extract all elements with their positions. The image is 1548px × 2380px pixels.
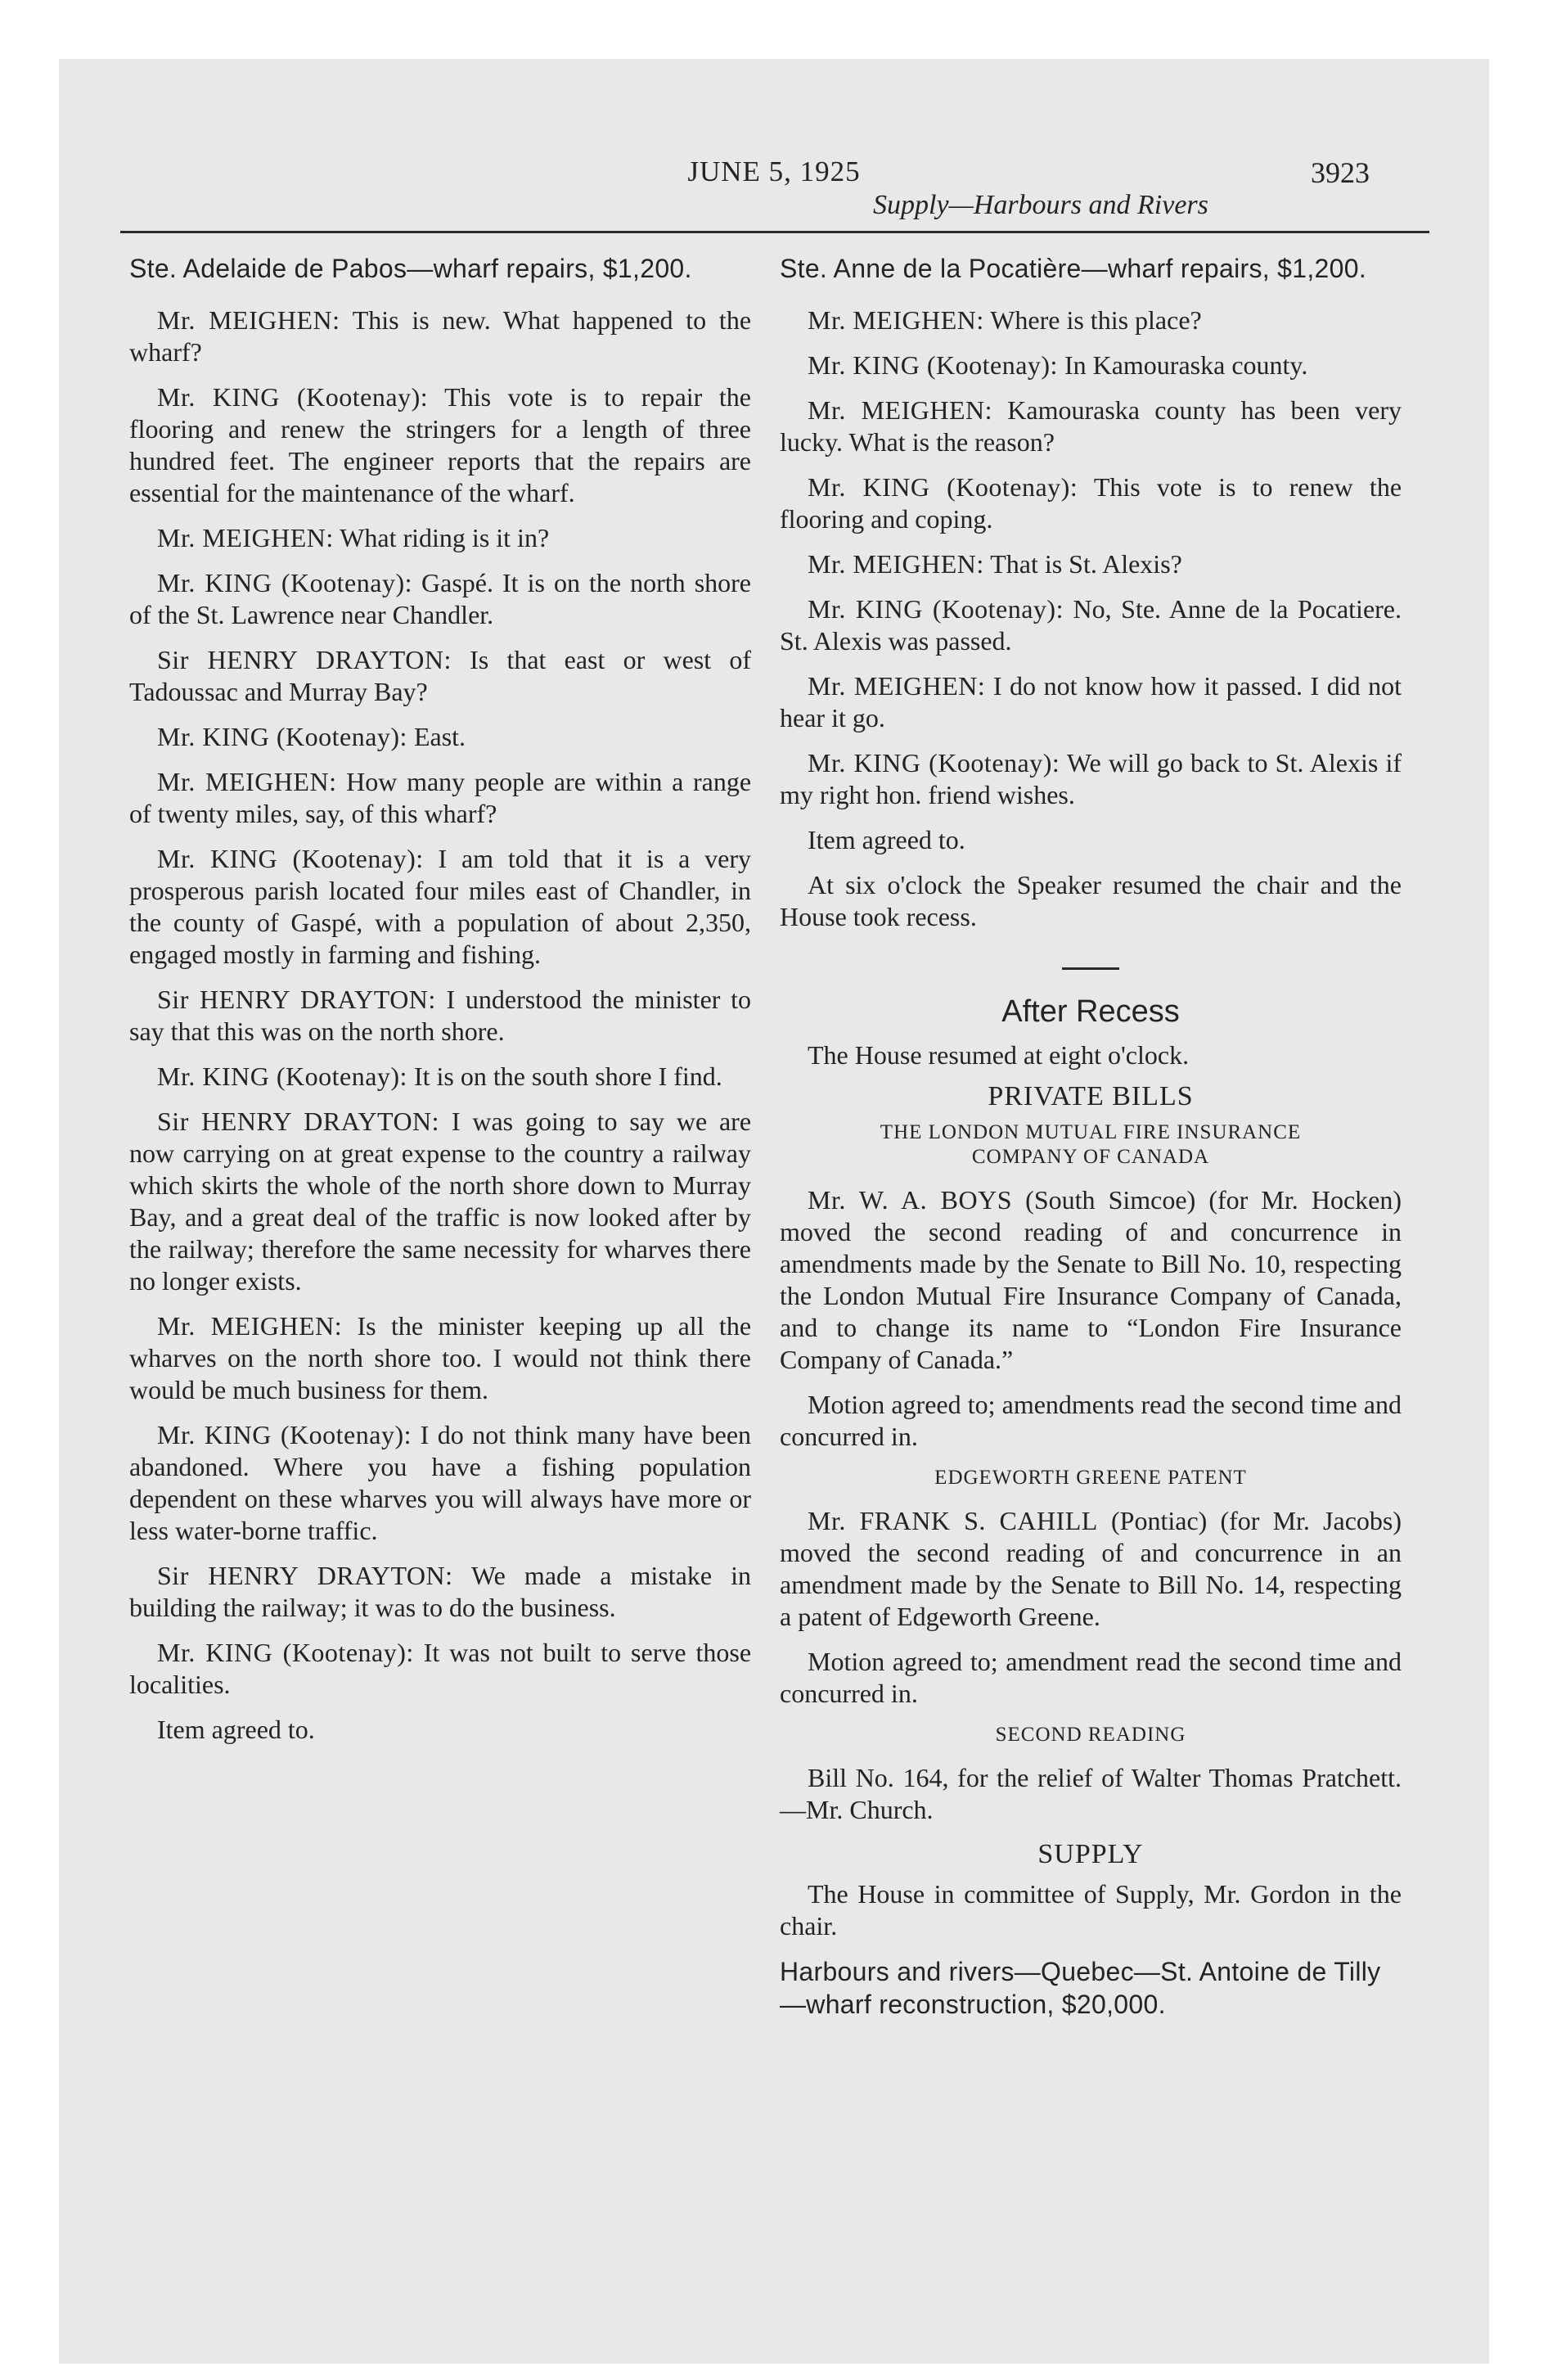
london-bill-heading-line2: COMPANY OF CANADA bbox=[971, 1146, 1210, 1168]
paragraph bbox=[780, 1505, 1402, 1633]
paragraph bbox=[780, 747, 1402, 811]
paragraph-text: Motion agreed to; amendments read the second time and concurred in. bbox=[780, 1390, 1402, 1451]
paragraph bbox=[129, 1419, 751, 1547]
paragraph-text: I do not think many have been abandoned. Where you have a fishing population dependent on these wharves you will always have more or less water-borne traffic. bbox=[129, 1420, 752, 1545]
paragraph-text: East. bbox=[413, 722, 466, 751]
paragraph bbox=[129, 984, 751, 1048]
speaker-name: Mr. MEIGHEN: bbox=[808, 395, 993, 425]
edgeworth-paragraphs bbox=[780, 1505, 1402, 1710]
speaker-name: Mr. MEIGHEN: bbox=[157, 523, 334, 552]
page-header bbox=[59, 59, 1489, 239]
paragraph-text: (Pontiac) (for Mr. Jacobs) moved the second reading of and concurrence in an amendment made by the Senate to Bill No. 14, respecting a patent of Edgeworth Greene. bbox=[780, 1506, 1402, 1631]
paragraph bbox=[129, 843, 751, 971]
paragraph-text: Motion agreed to; amendment read the second time and concurred in. bbox=[780, 1647, 1402, 1708]
speaker-name: Mr. KING (Kootenay): bbox=[157, 568, 412, 597]
speaker-name: Mr. W. A. BOYS bbox=[808, 1185, 1013, 1215]
paragraph-text: This vote is to repair the flooring and renew the stringers for a length of three hundred feet. The engineer reports that the repairs are essential for the maintenance of the wharf. bbox=[129, 382, 752, 507]
paragraph bbox=[780, 1878, 1402, 1942]
paragraph-text: Item agreed to. bbox=[157, 1715, 315, 1744]
speaker-name: Mr. KING (Kootenay): bbox=[157, 722, 407, 751]
recess-text: The House resumed at eight o'clock. bbox=[808, 1040, 1190, 1070]
paragraph bbox=[129, 644, 751, 708]
speaker-name: Mr. MEIGHEN: bbox=[808, 671, 986, 701]
right-column bbox=[780, 252, 1402, 2021]
supply-heading: SUPPLY bbox=[1037, 1839, 1144, 1869]
speaker-name: Sir HENRY DRAYTON: bbox=[157, 1107, 440, 1136]
header-date: JUNE 5, 1925 bbox=[687, 156, 861, 187]
london-bill-heading-line1: THE LONDON MUTUAL FIRE INSURANCE bbox=[880, 1121, 1302, 1143]
left-paragraphs bbox=[129, 304, 751, 1746]
paragraph-text: We will go back to St. Alexis if my right hon. friend wishes. bbox=[780, 748, 1402, 809]
speaker-name: Sir HENRY DRAYTON: bbox=[157, 985, 436, 1014]
paragraph bbox=[129, 381, 751, 509]
speaker-name: Mr. KING (Kootenay): bbox=[157, 1420, 412, 1449]
speaker-name: Mr. KING (Kootenay): bbox=[157, 1062, 407, 1091]
left-column bbox=[129, 252, 751, 1759]
right-paragraphs bbox=[780, 304, 1402, 933]
second-reading-paragraphs bbox=[780, 1762, 1402, 1826]
london-paragraphs bbox=[780, 1184, 1402, 1453]
speaker-name: Mr. KING (Kootenay): bbox=[157, 844, 424, 873]
paragraph bbox=[129, 1106, 751, 1297]
paragraph-text: The House in committee of Supply, Mr. Gordon in the chair. bbox=[780, 1879, 1402, 1941]
speaker-name: Mr. MEIGHEN: bbox=[808, 549, 984, 579]
speaker-name: Mr. KING (Kootenay): bbox=[808, 350, 1058, 380]
paragraph bbox=[780, 1184, 1402, 1376]
paragraph-text: This vote is to renew the flooring and coping. bbox=[780, 472, 1402, 534]
paragraph bbox=[780, 869, 1402, 933]
paragraph-text: I understood the minister to say that this was on the north shore. bbox=[129, 985, 752, 1046]
paragraph-text: Is that east or west of Tadoussac and Murray Bay? bbox=[129, 645, 752, 706]
paragraph bbox=[780, 548, 1402, 580]
paragraph bbox=[129, 1061, 751, 1093]
speaker-name: Mr. MEIGHEN: bbox=[157, 767, 337, 796]
estimate-entry-heading: Ste. Adelaide de Pabos—wharf repairs, $1,200. bbox=[129, 254, 692, 283]
scanned-page bbox=[59, 59, 1489, 2364]
speaker-name: Mr. FRANK S. CAHILL bbox=[808, 1506, 1098, 1535]
speaker-name: Sir HENRY DRAYTON: bbox=[157, 1561, 453, 1590]
paragraph-text: (South Simcoe) (for Mr. Hocken) moved the second reading of and concurrence in amendments made by the Senate to Bill No. 10, respecting the London Mutual Fire Insurance Company of Canada, and to change its name to “London Fire Insurance Company of Canada.” bbox=[780, 1185, 1402, 1374]
final-estimate-entry: Harbours and rivers—Quebec—St. Antoine de Tilly—wharf reconstruction, $20,000. bbox=[780, 1957, 1381, 2019]
paragraph bbox=[780, 1389, 1402, 1453]
supply-paragraphs bbox=[780, 1878, 1402, 1942]
paragraph bbox=[780, 471, 1402, 535]
paragraph-text: It is on the south shore I find. bbox=[413, 1062, 722, 1091]
paragraph-text: I am told that it is a very prosperous parish located four miles east of Chandler, in the county of Gaspé, with a population of about 2,350, engaged mostly in farming and fishing. bbox=[129, 844, 752, 969]
estimate-entry-heading: Ste. Anne de la Pocatière—wharf repairs, $1,200. bbox=[780, 254, 1367, 283]
paragraph bbox=[780, 394, 1402, 458]
second-reading-heading: SECOND READING bbox=[995, 1724, 1186, 1746]
paragraph-text: How many people are within a range of twenty miles, say, of this wharf? bbox=[129, 767, 752, 828]
paragraph bbox=[129, 567, 751, 631]
speaker-name: Mr. MEIGHEN: bbox=[157, 1311, 343, 1341]
speaker-name: Sir HENRY DRAYTON: bbox=[157, 645, 452, 674]
paragraph-text: It was not built to serve those localities. bbox=[129, 1638, 752, 1699]
paragraph bbox=[129, 1310, 751, 1406]
speaker-name: Mr. KING (Kootenay): bbox=[157, 1638, 414, 1667]
paragraph bbox=[129, 1560, 751, 1624]
private-bills-heading: PRIVATE BILLS bbox=[988, 1081, 1194, 1111]
edgeworth-heading: EDGEWORTH GREENE PATENT bbox=[934, 1467, 1247, 1489]
paragraph-text: I do not know how it passed. I did not hear it go. bbox=[780, 671, 1402, 732]
paragraph bbox=[129, 304, 751, 368]
paragraph-text: Kamouraska county has been very lucky. What is the reason? bbox=[780, 395, 1402, 457]
speaker-name: Mr. KING (Kootenay): bbox=[808, 594, 1064, 624]
speaker-name: Mr. MEIGHEN: bbox=[808, 305, 984, 335]
paragraph-text: Where is this place? bbox=[990, 305, 1202, 335]
paragraph-text: In Kamouraska county. bbox=[1064, 350, 1308, 380]
paragraph bbox=[780, 349, 1402, 381]
paragraph-text: This is new. What happened to the wharf? bbox=[129, 305, 752, 367]
paragraph-text: Item agreed to. bbox=[808, 825, 965, 854]
speaker-name: Mr. KING (Kootenay): bbox=[808, 472, 1078, 502]
paragraph bbox=[780, 670, 1402, 734]
paragraph bbox=[780, 1646, 1402, 1710]
paragraph bbox=[129, 721, 751, 753]
speaker-name: Mr. MEIGHEN: bbox=[157, 305, 340, 335]
paragraph-text: Is the minister keeping up all the wharves on the north shore too. I would not think there would be much business for them. bbox=[129, 1311, 752, 1404]
section-title: Supply—Harbours and Rivers bbox=[873, 190, 1208, 220]
paragraph-text: We made a mistake in building the railway; it was to do the business. bbox=[129, 1561, 752, 1622]
section-divider bbox=[1062, 967, 1119, 970]
paragraph bbox=[129, 1637, 751, 1701]
paragraph-text: At six o'clock the Speaker resumed the chair and the House took recess. bbox=[780, 870, 1402, 931]
speaker-name: Mr. KING (Kootenay): bbox=[808, 748, 1060, 778]
paragraph bbox=[780, 824, 1402, 856]
paragraph-text: I was going to say we are now carrying on at great expense to the country a railway which skirts the whole of the north shore down to Murray Bay, and a great deal of the traffic is now looked after by the railway; therefore the same necessity for wharves there no longer exists. bbox=[129, 1107, 752, 1296]
speaker-name: Mr. KING (Kootenay): bbox=[157, 382, 429, 412]
paragraph bbox=[780, 304, 1402, 336]
page-number: 3923 bbox=[1311, 156, 1370, 189]
paragraph bbox=[129, 1714, 751, 1746]
paragraph-text: No, Ste. Anne de la Pocatiere. St. Alexis was passed. bbox=[780, 594, 1402, 656]
paragraph-text: That is St. Alexis? bbox=[990, 549, 1182, 579]
recess-heading: After Recess bbox=[1001, 994, 1180, 1029]
header-rule bbox=[120, 231, 1429, 233]
london-bill-heading bbox=[780, 1120, 1402, 1170]
paragraph-text: What riding is it in? bbox=[340, 523, 550, 552]
paragraph bbox=[129, 522, 751, 554]
paragraph-text: Bill No. 164, for the relief of Walter Thomas Pratchett.—Mr. Church. bbox=[780, 1763, 1402, 1824]
paragraph bbox=[780, 1762, 1402, 1826]
paragraph bbox=[129, 766, 751, 830]
paragraph-text: Gaspé. It is on the north shore of the St. Lawrence near Chandler. bbox=[129, 568, 752, 629]
paragraph bbox=[780, 593, 1402, 657]
